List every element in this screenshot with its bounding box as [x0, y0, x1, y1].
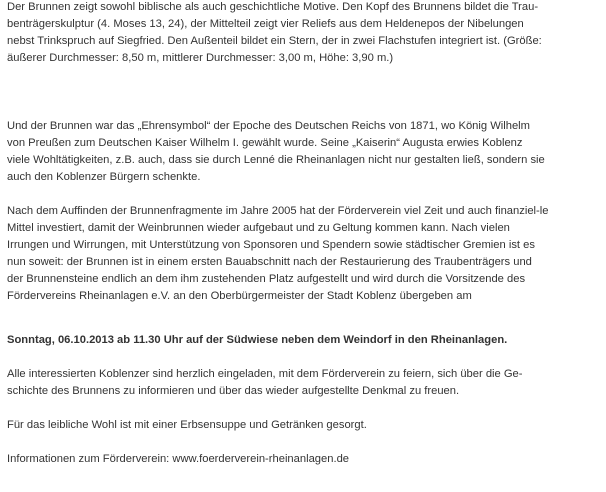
text-line: äußerer Durchmesser: 8,50 m, mittlerer Durchmesser: 3,00 m, Höhe: 3,90 m.) — [7, 52, 394, 64]
text-line: der Brunnensteine endlich an dem ihm zustehenden Platz aufgestellt und wird durch die Vorsitzende des — [7, 273, 526, 285]
text-line: Alle interessierten Koblenzer sind herzlich eingeladen, mit dem Förderverein zu feiern, sich über die Ge- — [7, 368, 523, 380]
text-line: nun soweit: der Brunnen ist in einem ersten Bauabschnitt nach der Restaurierung des Traubenträgers und — [7, 256, 532, 268]
text-line: benträgerskulptur (4. Moses 13, 24), der Mittelteil zeigt vier Reliefs aus dem Heldenepos der Nibelungen — [7, 18, 524, 30]
text-line: viele Wohltätigkeiten, z.B. auch, dass sie durch Lenné die Rheinanlagen nicht nur gestalten ließ, sondern sie — [7, 154, 545, 166]
info-line: Informationen zum Förderverein: www.foerderverein-rheinanlagen.de — [7, 453, 350, 465]
event-date-line: Sonntag, 06.10.2013 ab 11.30 Uhr auf der Südwiese neben dem Weindorf in den Rheinanlagen. — [7, 334, 508, 346]
text-line: Nach dem Auffinden der Brunnenfragmente im Jahre 2005 hat der Förderverein viel Zeit und auch finanziel-le — [7, 205, 549, 217]
text-line: Fördervereins Rheinanlagen e.V. an den Oberbürgermeister der Stadt Koblenz übergeben am — [7, 290, 472, 302]
text-line: schichte des Brunnens zu informieren und über das wieder aufgestellte Denkmal zu freuen. — [7, 385, 460, 397]
text-line: Für das leibliche Wohl ist mit einer Erbsensuppe und Getränken gesorgt. — [7, 419, 367, 431]
text-line: nebst Trinkspruch auf Siegfried. Den Außenteil bildet ein Stern, der in zwei Flachstufen integriert ist. (Größe: — [7, 35, 542, 47]
text-line: von Preußen zum Deutschen Kaiser Wilhelm I. gewählt wurde. Seine „Kaiserin“ Augusta erwies Koblenz — [7, 137, 523, 149]
text-line: Und der Brunnen war das „Ehrensymbol“ der Epoche des Deutschen Reichs von 1871, wo König Wilhelm — [7, 120, 530, 132]
text-line: Mittel investiert, damit der Weinbrunnen wieder aufgebaut und zu Geltung kommen kann. Nach vielen — [7, 222, 510, 234]
text-line: Irrungen und Wirrungen, mit Unterstützung von Sponsoren und Spendern sowie städtischer Gremien ist es — [7, 239, 535, 251]
text-line: auch den Koblenzer Bürgern schenkte. — [7, 171, 201, 183]
text-line: Der Brunnen zeigt sowohl biblische als auch geschichtliche Motive. Den Kopf des Brunnens bildet die Trau- — [7, 1, 539, 13]
